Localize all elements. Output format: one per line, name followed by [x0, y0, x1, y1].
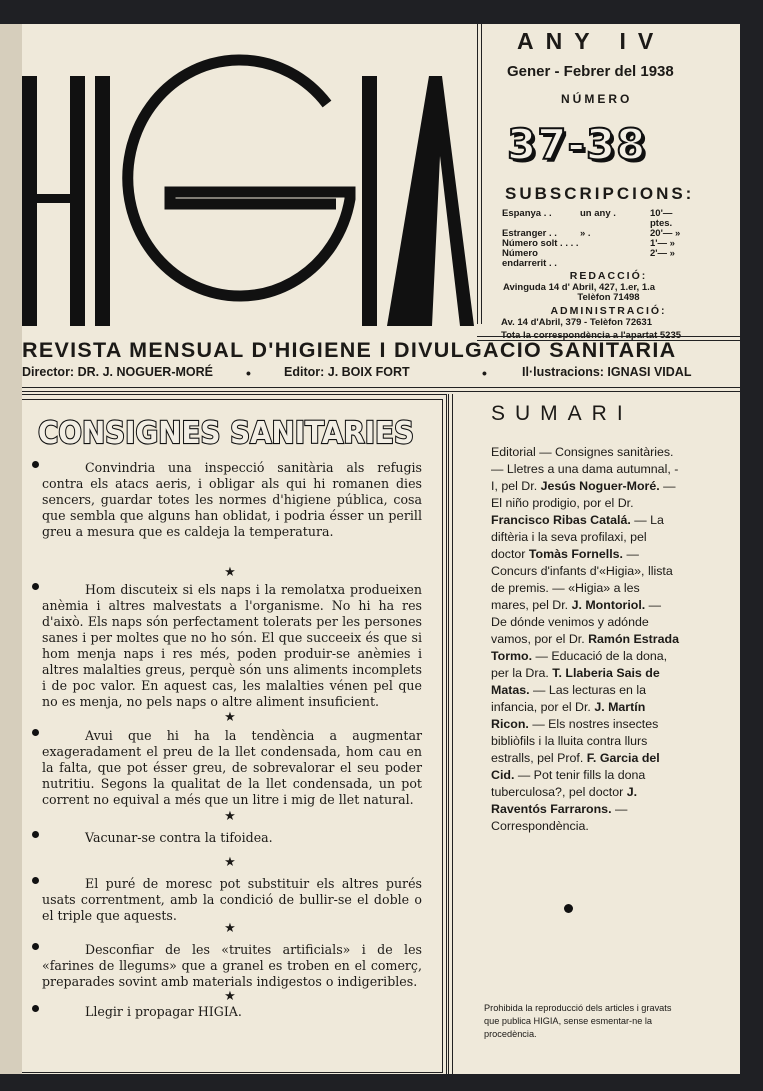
- bullet-icon: [32, 583, 39, 590]
- star-separator-icon: ★: [224, 854, 236, 869]
- sumari-segment: Editorial — Consignes sanitàries. — Lletres a una dama autumnal, - I, pel Dr.: [491, 445, 679, 493]
- separator-dot: •: [246, 365, 251, 381]
- redaccio-heading: REDACCIÓ:: [569, 270, 648, 282]
- issue-year: ANY IV: [517, 28, 666, 54]
- sumari-author: T. Llaberia Sais de Matas.: [491, 666, 660, 697]
- illustrations-credit: Il·lustracions: IGNASI VIDAL: [522, 365, 692, 379]
- sumari-author: Ramón Estrada Tormo.: [491, 632, 679, 663]
- sumari-segment: — El niño prodigio, por el Dr.: [491, 479, 676, 510]
- reproduction-notice: Prohibida la reproducció dels articles i gravats que publica HIGIA, sense esmentar-ne la procedència.: [484, 1003, 672, 1039]
- consigne-item: Desconfiar de les «truites artificials» i de les «farines de llegums» que a granel es troben en el comerç, preparades sovint amb materials indigestos o indigeribles.: [42, 942, 422, 990]
- sumari-segment: — Educació de la dona, per la Dra.: [491, 649, 668, 680]
- subscription-row: Estranger . . » . 20'— »: [502, 228, 681, 239]
- star-separator-icon: ★: [224, 920, 236, 935]
- administracio-address: Av. 14 d'Abril, 379 - Telèfon 72631: [501, 317, 652, 328]
- star-separator-icon: ★: [224, 564, 236, 579]
- issue-number: 37-38: [507, 120, 647, 169]
- bullet-icon: [32, 877, 39, 884]
- sumari-author: Francisco Ribas Catalá.: [491, 513, 631, 527]
- consigne-item: Vacunar-se contra la tifoidea.: [42, 830, 422, 846]
- editor-credit: Editor: J. BOIX FORT: [284, 365, 410, 379]
- sumari-author: F. Garcia del Cid.: [491, 751, 660, 782]
- redaccio-address: Avinguda 14 d' Abril, 427, 1.er, 1.a: [503, 282, 656, 293]
- consignes-heading: [36, 410, 418, 454]
- consignes-heading-text: CONSIGNES SANITARIES: [38, 416, 414, 451]
- bullet-icon: [32, 831, 39, 838]
- magazine-subtitle: REVISTA MENSUAL D'HIGIENE I DIVULGACIO SANITARIA: [22, 338, 677, 362]
- administracio-correspondence: Tota la correspondència a l'apartat 5235: [501, 330, 682, 341]
- issue-info-box: [477, 24, 740, 341]
- header-rule: [22, 387, 740, 392]
- star-separator-icon: ★: [224, 988, 236, 1003]
- redaccio-phone: Telèfon 71498: [577, 292, 640, 303]
- separator-dot: •: [482, 365, 487, 381]
- bullet-icon: [32, 729, 39, 736]
- consigne-item: Hom discuteix si els naps i la remolatxa produeixen anèmia i altres malvestats a l'organisme. No hi ha res d'això. Els naps són perfectament tolerats per les persones sanes i per moltes que no ho són. El que succeeix és que si hom menja naps i res més, poden produir-se anèmies i altres malalties greus, perquè són uns aliments incomplets i de poc valor. En aquest cas, les malalties vénen pel que no es menja, no pels naps o altre aliment insuficient.: [42, 582, 422, 710]
- director-credit: Director: DR. J. NOGUER-MORÉ: [22, 365, 213, 379]
- sumari-segment: — La diftèria i la seva profilaxi, pel doctor: [491, 513, 664, 561]
- subscription-row: Número solt . . . . 1'— »: [502, 238, 675, 249]
- sumari-author: J. Martín Ricon.: [491, 700, 646, 731]
- sumari-author: J. Montoriol.: [571, 598, 646, 612]
- bullet-icon: [32, 1005, 39, 1012]
- masthead-logo: [22, 34, 474, 326]
- sumari-segment: — De dónde venimos y adónde vamos, por el Dr.: [491, 598, 662, 646]
- sumari-author: Tomàs Fornells.: [528, 547, 623, 561]
- ornament-dot: [564, 904, 573, 913]
- subscriptions-heading: SUBSCRIPCIONS:: [505, 184, 695, 203]
- column-rule: [448, 394, 453, 1074]
- sumari-heading: SUMARI: [491, 402, 633, 425]
- star-separator-icon: ★: [224, 709, 236, 724]
- bullet-icon: [32, 943, 39, 950]
- magazine-page: [22, 24, 740, 1074]
- issue-number-label: NÚMERO: [561, 92, 633, 106]
- administracio-heading: ADMINISTRACIÓ:: [550, 305, 667, 317]
- issue-date: Gener - Febrer del 1938: [507, 63, 674, 80]
- consigne-item: Avui que hi ha la tendència a augmentar exageradament el preu de la llet condensada, hom cau en la falta, que pot ésser greu, de sobrevalorar el seu poder nutritiu. Segons la qualitat de la llet condensada, un pot corrent no equival a més que un litre i mig de llet natural.: [42, 728, 422, 808]
- sumari-segment: — Pot tenir fills la dona tuberculosa?, pel doctor: [491, 768, 646, 799]
- bullet-icon: [32, 461, 39, 468]
- sumari-segment: — Correspondència.: [491, 802, 628, 833]
- sumari-author: J. Raventós Farrarons.: [491, 785, 638, 816]
- sumari-segment: — Las lecturas en la infancia, por el Dr.: [491, 683, 646, 714]
- consigne-item: El puré de moresc pot substituir els altres purés usats correntment, amb la condició de bullir-se el doble o el triple que aquests.: [42, 876, 422, 924]
- sumari-segment: — Els nostres insectes bibliòfils i la lluita contra llurs estralls, pel Prof.: [491, 717, 659, 765]
- subscription-row: Número endarrerit . . 2'— »: [502, 248, 675, 269]
- sumari-segment: — Concurs d'infants d'«Higia», llista de premis. — «Higia» a les mares, pel Dr.: [491, 547, 673, 612]
- consigne-item: Convindria una inspecció sanitària als refugis contra els atacs aeris, i obligar als qui hi romanen dies sencers, guardar totes les normes d'higiene pública, cosa que sembla que alguns han oblidat, i podria ésser un perill greu a mesura que es caldeja la temperatura.: [42, 460, 422, 540]
- star-separator-icon: ★: [224, 808, 236, 823]
- consigne-item: Llegir i propagar HIGIA.: [42, 1004, 422, 1020]
- subscription-row: Espanya . . un any . 10'— ptes.: [502, 208, 673, 229]
- sumari-author: Jesús Noguer-Moré.: [540, 479, 660, 493]
- sumari-text: [491, 444, 679, 835]
- subscriptions-table: [502, 209, 732, 269]
